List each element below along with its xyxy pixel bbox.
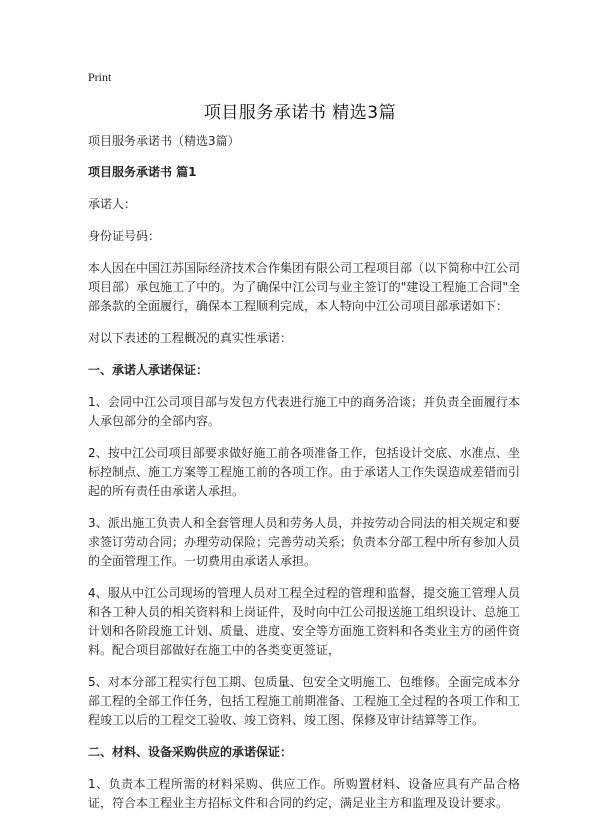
- list-item: 2、按中江公司项目部要求做好施工前各项准备工作，包括设计交底、水准点、坐标控制点、施工方案等工程施工前的各项工作。由于承诺人工作失误造成差错而引起的所有责任由承诺人承担。: [88, 446, 521, 498]
- list-item: 4、服从中江公司现场的管理人员对工程全过程的管理和监督，提交施工管理人员和各工种人员的相关资料和上岗证件，及时向中江公司报送施工组织设计、总施工计划和各阶段施工计划、质量、进度、安全等方面施工资料和各类业主方的函件资料。配合项目部做好在施工中的各类变更签证，: [88, 586, 521, 657]
- section-title: 项目服务承诺书 篇1: [88, 165, 197, 179]
- list-item: 3、派出施工负责人和全套管理人员和劳务人员，并按劳动合同法的相关规定和要求签订劳动合同；办理劳动保险；完善劳动关系；负责本分部工程中所有参加人员的全面管理工作。一切费用由承诺人承担。: [88, 516, 521, 568]
- heading-materials-procurement: 二、材料、设备采购供应的承诺保证：: [88, 745, 293, 759]
- promisor-label: 承诺人：: [88, 197, 137, 211]
- list-item: 1、负责本工程所需的材料采购、供应工作。所购置材料、设备应具有产品合格证，符合本工程业主方招标文件和合同的约定，满足业主方和监理及设计要求。: [88, 777, 520, 810]
- heading-promisor-guarantees: 一、承诺人承诺保证：: [88, 363, 209, 377]
- page-title: 项目服务承诺书 精选3篇: [203, 103, 397, 123]
- document-subtitle: 项目服务承诺书（精选3篇）: [88, 134, 240, 148]
- intro-paragraph: 本人因在中国江苏国际经济技术合作集团有限公司工程项目部（以下简称中江公司项目部）承包施工了中的。为了确保中江公司与业主签订的"建设工程施工合同"全部条款的全面履行，确保本工程顺利完成，本人特向中江公司项目部承诺如下：: [88, 261, 521, 313]
- document-body: [88, 132, 520, 826]
- list-item: 1、会同中江公司项目部与发包方代表进行施工中的商务洽谈；并负责全面履行本人承包部分的全部内容。: [88, 395, 520, 428]
- print-link[interactable]: Print: [88, 70, 112, 84]
- lead-paragraph: 对以下表述的工程概况的真实性承诺：: [88, 331, 293, 345]
- list-item: 5、对本分部工程实行包工期、包质量、包安全文明施工、包维修。全面完成本分部工程的全部工作任务，包括工程施工前期准备、工程施工全过程的各项工作和工程竣工以后的工程交工验收、竣工资料、竣工图、保修及审计结算等工作。: [88, 675, 521, 727]
- id-number-label: 身份证号码：: [88, 229, 161, 243]
